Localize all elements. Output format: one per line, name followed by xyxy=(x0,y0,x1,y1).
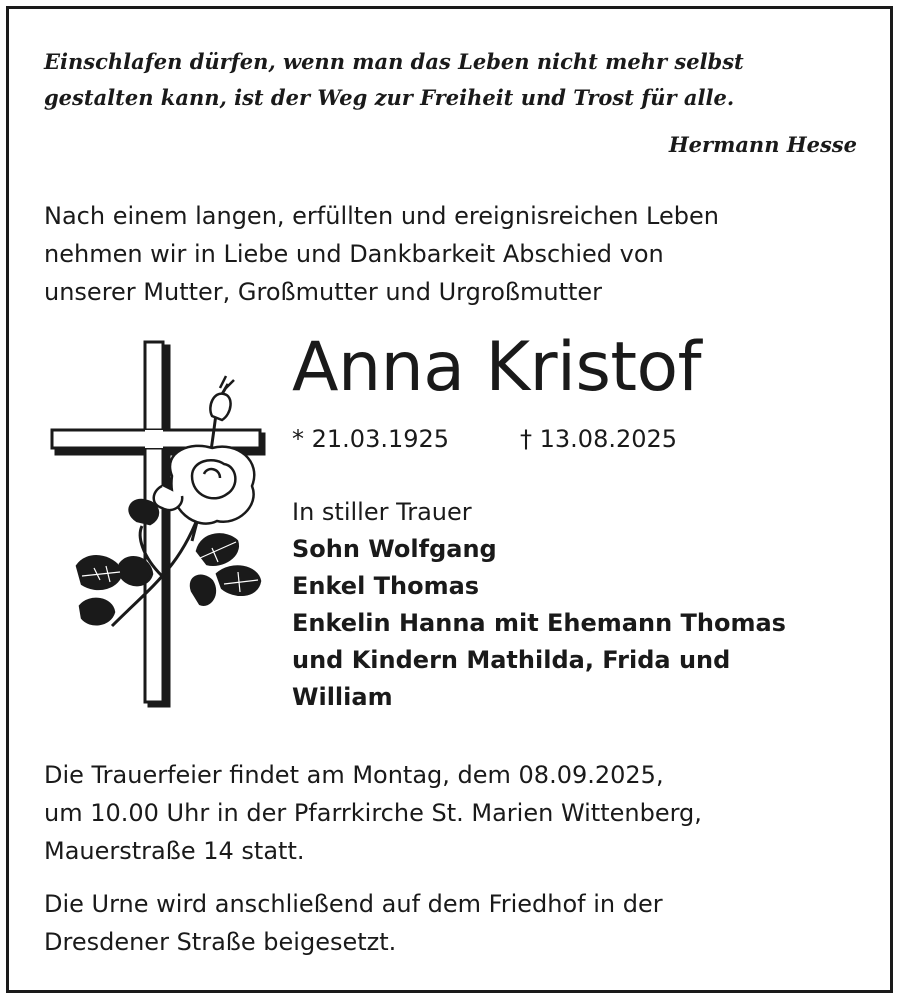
burial-info xyxy=(44,885,663,961)
mourner-line: Enkel Thomas xyxy=(292,572,480,600)
burial-line: Die Urne wird anschließend auf dem Friedhof in der xyxy=(44,890,663,918)
intro-line: unserer Mutter, Großmutter und Urgroßmutter xyxy=(44,278,603,306)
mourner-line: Enkelin Hanna mit Ehemann Thomas xyxy=(292,609,786,637)
service-line: um 10.00 Uhr in der Pfarrkirche St. Marien Wittenberg, xyxy=(44,799,702,827)
birth-date: * 21.03.1925 xyxy=(292,425,450,453)
quote-author: Hermann Hesse xyxy=(668,132,857,157)
mourner-line: William xyxy=(292,683,393,711)
deceased-name: Anna Kristof xyxy=(292,328,702,407)
quote-line: gestalten kann, ist der Weg zur Freiheit und Trost für alle. xyxy=(44,85,735,110)
mourner-line: und Kindern Mathilda, Frida und xyxy=(292,646,731,674)
intro-text xyxy=(44,197,719,311)
service-line: Die Trauerfeier findet am Montag, dem 08.09.2025, xyxy=(44,761,664,789)
death-date: † 13.08.2025 xyxy=(520,425,678,453)
quote-line: Einschlafen dürfen, wenn man das Leben nicht mehr selbst xyxy=(44,49,744,74)
intro-line: Nach einem langen, erfüllten und ereignisreichen Leben xyxy=(44,202,719,230)
quote xyxy=(44,44,744,116)
mourner-line: Sohn Wolfgang xyxy=(292,535,497,563)
cross-with-rose-icon xyxy=(42,336,266,712)
intro-line: nehmen wir in Liebe und Dankbarkeit Abschied von xyxy=(44,240,664,268)
mourners-block xyxy=(292,494,786,716)
service-info xyxy=(44,756,702,870)
service-line: Mauerstraße 14 statt. xyxy=(44,837,305,865)
mourners-label: In stiller Trauer xyxy=(292,498,472,526)
burial-line: Dresdener Straße beigesetzt. xyxy=(44,928,397,956)
